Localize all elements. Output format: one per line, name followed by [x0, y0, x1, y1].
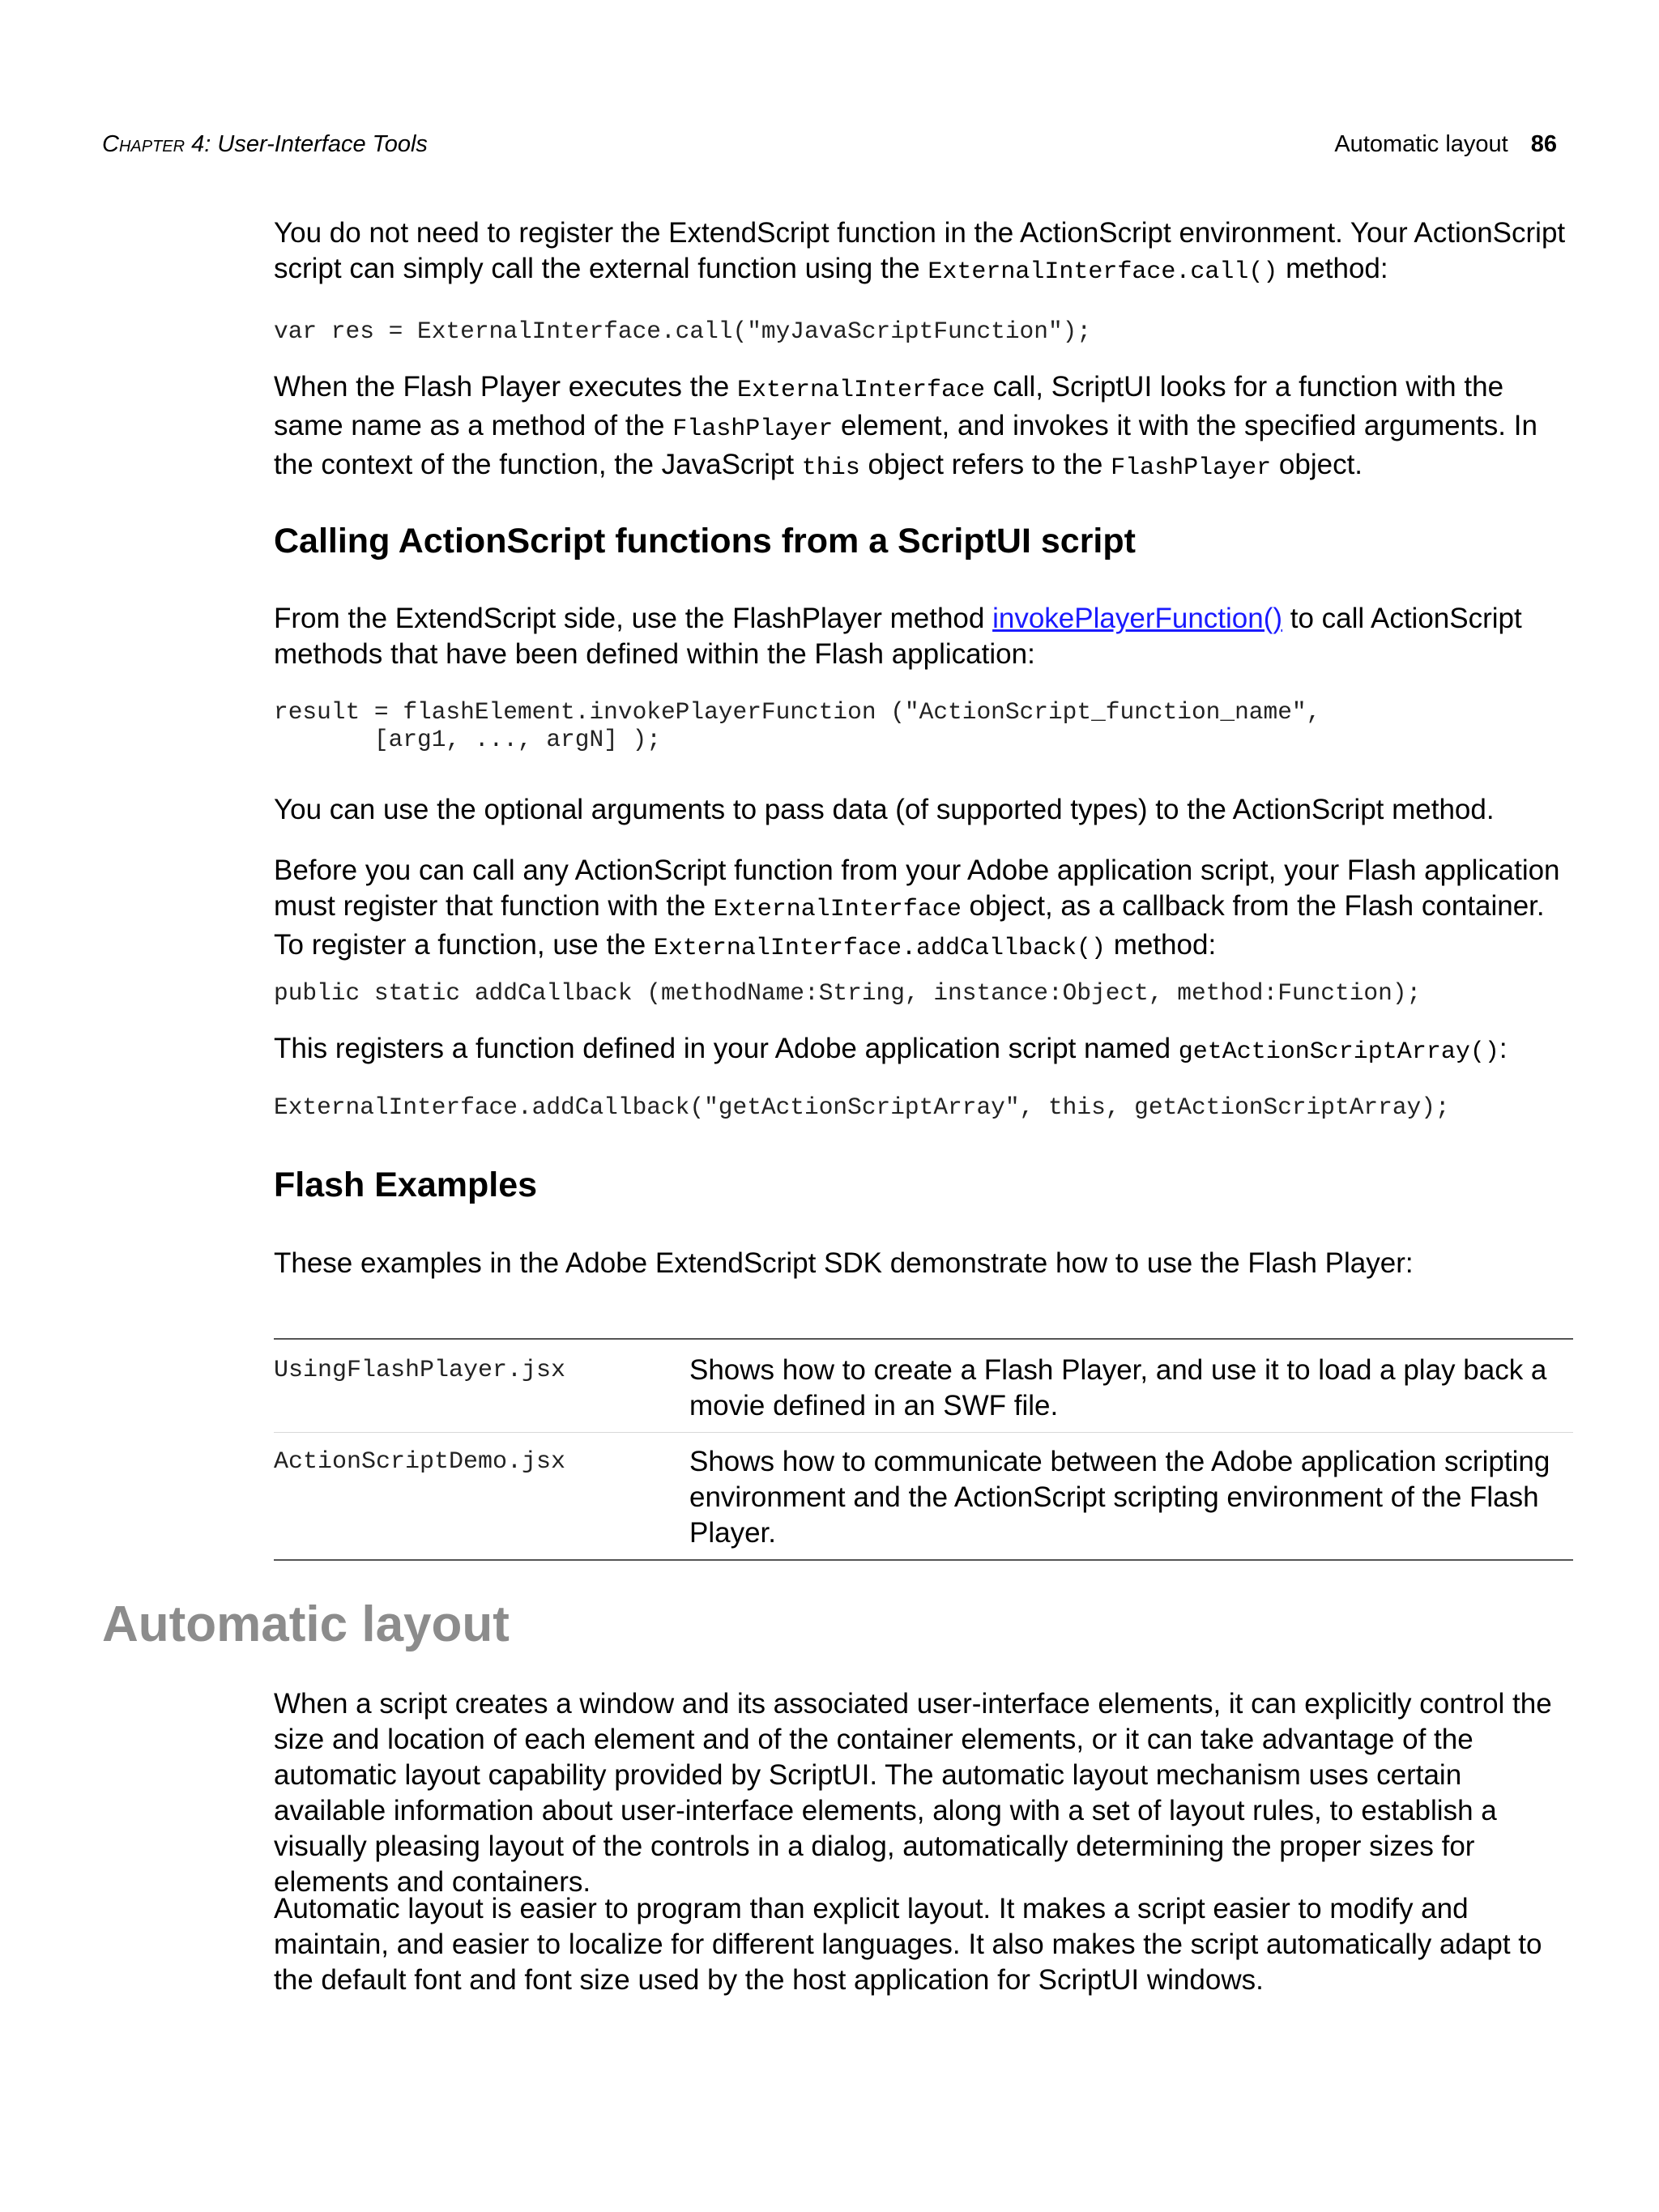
- code-line: public static addCallback (methodName:String, instance:Object, method:Function);: [274, 979, 1422, 1007]
- section-and-page: [1334, 128, 1557, 160]
- paragraph-executes: [274, 369, 1573, 486]
- code-line: var res = ExternalInterface.call("myJavaScriptFunction");: [274, 318, 1092, 345]
- running-header: [102, 128, 1557, 160]
- heading-calling-actionscript: [274, 520, 1573, 562]
- text-run: to call ActionScript methods that have been defined within the Flash application:: [274, 603, 1522, 670]
- text-run: Before you can call any ActionScript function from your Adobe application script, your Flash application must register that function with the: [274, 855, 1560, 922]
- page-number: 86: [1530, 131, 1557, 157]
- inline-code: ExternalInterface: [713, 896, 962, 923]
- invoke-player-function-link[interactable]: invokePlayerFunction(): [992, 603, 1283, 634]
- inline-code: FlashPlayer: [672, 416, 834, 443]
- text-run: :: [1499, 1033, 1508, 1064]
- paragraph-register: [274, 215, 1573, 290]
- paragraph-automatic-layout-intro: [274, 1686, 1573, 1900]
- code-block-call: [274, 318, 1573, 345]
- table-row: [274, 1432, 1573, 1559]
- inline-code: ExternalInterface: [736, 377, 986, 404]
- example-description: Shows how to create a Flash Player, and use it to load a play back a movie defined in an SWF file.: [689, 1354, 1547, 1421]
- text-run: These examples in the Adobe ExtendScript SDK demonstrate how to use the Flash Player:: [274, 1247, 1414, 1279]
- text-run: When the Flash Player executes the: [274, 371, 737, 403]
- section-name: Automatic layout: [1334, 131, 1508, 157]
- inline-code: FlashPlayer: [1111, 454, 1272, 482]
- text-run: method:: [1277, 253, 1388, 284]
- inline-code: ExternalInterface.call(): [928, 258, 1278, 286]
- inline-code: this: [801, 454, 860, 482]
- examples-table: [274, 1338, 1573, 1561]
- paragraph-before-you-call: [274, 853, 1573, 966]
- paragraph-extendscript-side: [274, 601, 1573, 672]
- text-run: You can use the optional arguments to pass data (of supported types) to the ActionScript method.: [274, 794, 1495, 825]
- text-run: method:: [1105, 929, 1217, 961]
- text-run: element, and invokes it with the specified arguments. In the context of the function, the JavaScript: [274, 410, 1537, 480]
- text-run: When a script creates a window and its associated user-interface elements, it can explicitly control the size and location of each element and of the container elements, or it can take advantage of the automatic layout capability provided by ScriptUI. The automatic layout mechanism uses certain available information about user-interface elements, along with a set of layout rules, to establish a visually pleasing layout of the controls in a dialog, automatically determining the proper sizes for elements and containers.: [274, 1688, 1552, 1898]
- example-description: Shows how to communicate between the Adobe application scripting environment and the ActionScript scripting environment of the Flash Player.: [689, 1446, 1550, 1549]
- text-run: object.: [1271, 449, 1363, 480]
- paragraph-examples-intro: [274, 1246, 1573, 1281]
- table-row: [274, 1340, 1573, 1432]
- code-block-add-callback-signature: [274, 979, 1573, 1007]
- paragraph-optional-arguments: [274, 792, 1573, 828]
- chapter-title: [102, 128, 428, 160]
- section-heading: Calling ActionScript functions from a ScriptUI script: [274, 522, 1136, 560]
- text-run: From the ExtendScript side, use the FlashPlayer method: [274, 603, 993, 634]
- chapter-name: 4: User-Interface Tools: [185, 131, 428, 157]
- example-filename: UsingFlashPlayer.jsx: [274, 1357, 566, 1384]
- paragraph-this-registers: [274, 1031, 1573, 1070]
- code-block-invoke: [274, 698, 1573, 753]
- text-run: object refers to the: [859, 449, 1111, 480]
- chapter-section-heading: Automatic layout: [102, 1596, 510, 1652]
- text-run: This registers a function defined in your Adobe application script named: [274, 1033, 1179, 1064]
- text-run: object, as a callback from the Flash container. To register a function, use the: [274, 890, 1545, 961]
- code-lines: result = flashElement.invokePlayerFunction ("ActionScript_function_name", [arg1, ..., argN] );: [274, 698, 1321, 753]
- paragraph-automatic-layout-benefits: [274, 1891, 1573, 1998]
- heading-flash-examples: [274, 1164, 1573, 1206]
- text-run: call, ScriptUI looks for a function with the same name as a method of the: [274, 371, 1504, 441]
- text-run: Automatic layout is easier to program than explicit layout. It makes a script easier to modify and maintain, and easier to localize for different languages. It also makes the script automatically adapt to the default font and font size used by the host application for ScriptUI windows.: [274, 1893, 1542, 1996]
- code-line: ExternalInterface.addCallback("getActionScriptArray", this, getActionScriptArray);: [274, 1093, 1450, 1121]
- text-run: You do not need to register the ExtendScript function in the ActionScript environment. Your ActionScript script can simply call the external function using the: [274, 217, 1566, 284]
- code-block-add-callback-example: [274, 1093, 1573, 1121]
- section-heading: Flash Examples: [274, 1166, 538, 1204]
- chapter-label: Chapter: [102, 131, 186, 157]
- inline-code: ExternalInterface.addCallback(): [653, 935, 1106, 962]
- example-filename: ActionScriptDemo.jsx: [274, 1448, 566, 1476]
- inline-code: getActionScriptArray(): [1178, 1038, 1499, 1066]
